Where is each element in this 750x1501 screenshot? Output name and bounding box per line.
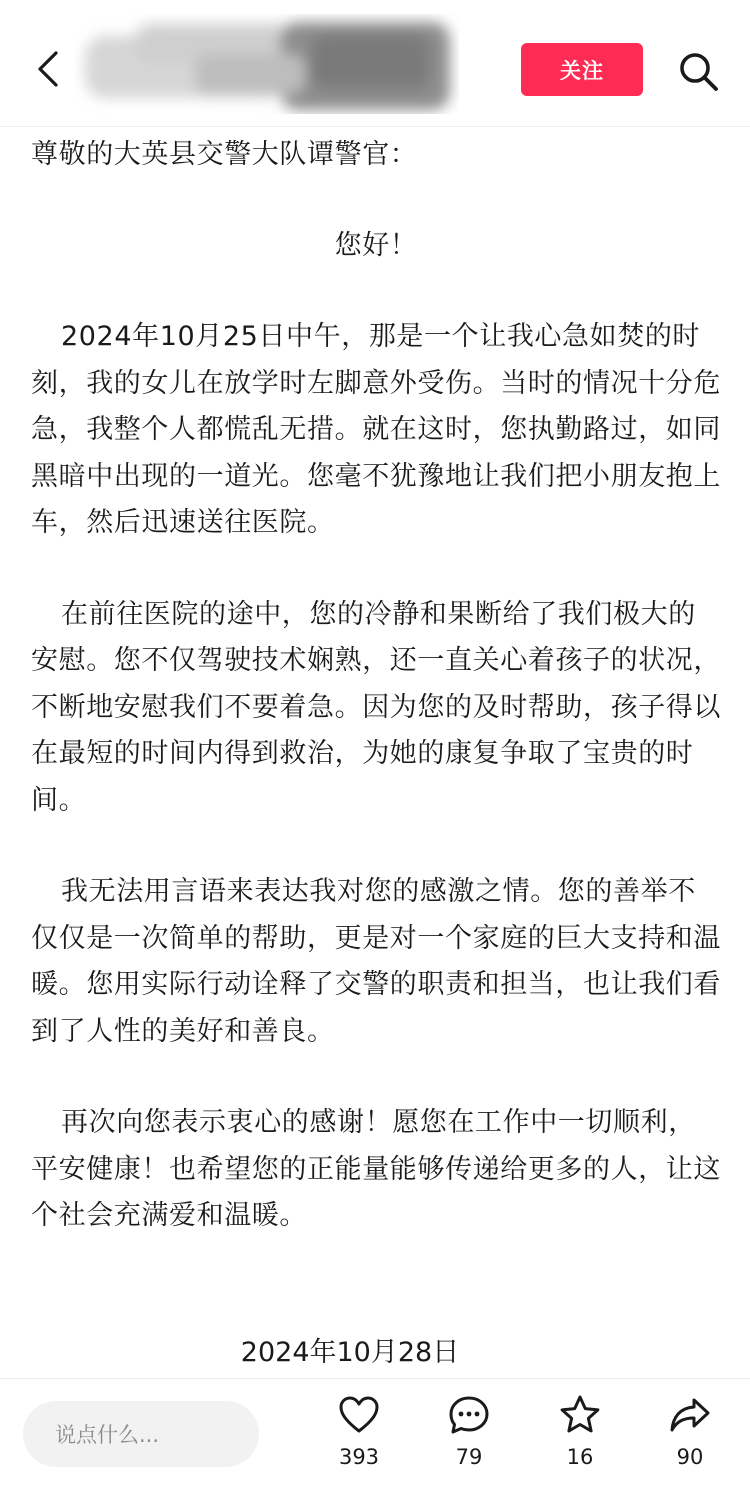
search-icon bbox=[678, 51, 720, 93]
share-button[interactable] bbox=[650, 1393, 730, 1489]
comment-bubble-icon bbox=[448, 1395, 490, 1435]
heart-icon bbox=[338, 1395, 380, 1435]
post-body bbox=[31, 126, 721, 1240]
author-name-blurred[interactable] bbox=[75, 14, 459, 114]
comment-button[interactable] bbox=[429, 1393, 509, 1489]
paragraph: 再次向您表示衷心的感谢！愿您在工作中一切顺利，平安健康！也希望您的正能量能够传递给更多的人，让这个社会充满爱和温暖。 bbox=[31, 1107, 721, 1231]
share-arrow-icon bbox=[668, 1395, 712, 1435]
search-button[interactable] bbox=[675, 48, 723, 96]
paragraph: 在前往医院的途中，您的冷静和果断给了我们极大的安慰。您不仅驾驶技术娴熟，还一直关心着孩子的状况，不断地安慰我们不要着急。因为您的及时帮助，孩子得以在最短的时间内得到救治，为她的康复争取了宝贵的时间。 bbox=[31, 598, 721, 816]
comment-input[interactable]: 说点什么... bbox=[23, 1401, 259, 1467]
comment-count: 79 bbox=[455, 1445, 483, 1469]
follow-button[interactable]: 关注 bbox=[521, 43, 643, 96]
back-button[interactable] bbox=[26, 46, 70, 92]
like-count: 393 bbox=[338, 1445, 380, 1469]
star-icon bbox=[559, 1394, 601, 1436]
share-count: 90 bbox=[676, 1445, 704, 1469]
letter-date: 2024年10月28日 bbox=[240, 1337, 460, 1368]
bottom-action-bar bbox=[0, 1378, 750, 1501]
salutation-text: 尊敬的大英县交警大队谭警官： bbox=[31, 139, 418, 170]
paragraph: 2024年10月25日中午，那是一个让我心急如焚的时刻，我的女儿在放学时左脚意外受伤。当时的情况十分危急，我整个人都慌乱无措。就在这时，您执勤路过，如同黑暗中出现的一道光。您毫不犹豫地让我们把小朋友抱上车，然后迅速送往医院。 bbox=[31, 321, 721, 538]
back-arrow-icon bbox=[36, 50, 60, 88]
top-bar bbox=[0, 0, 750, 127]
paragraph: 我无法用言语来表达我对您的感激之情。您的善举不仅仅是一次简单的帮助，更是对一个家庭的巨大支持和温暖。您用实际行动诠释了交警的职责和担当，也让我们看到了人性的美好和善良。 bbox=[31, 876, 721, 1047]
favorite-button[interactable] bbox=[540, 1393, 620, 1489]
like-button[interactable] bbox=[319, 1393, 399, 1489]
favorite-count: 16 bbox=[566, 1445, 594, 1469]
greeting-text: 您好！ bbox=[334, 229, 418, 261]
